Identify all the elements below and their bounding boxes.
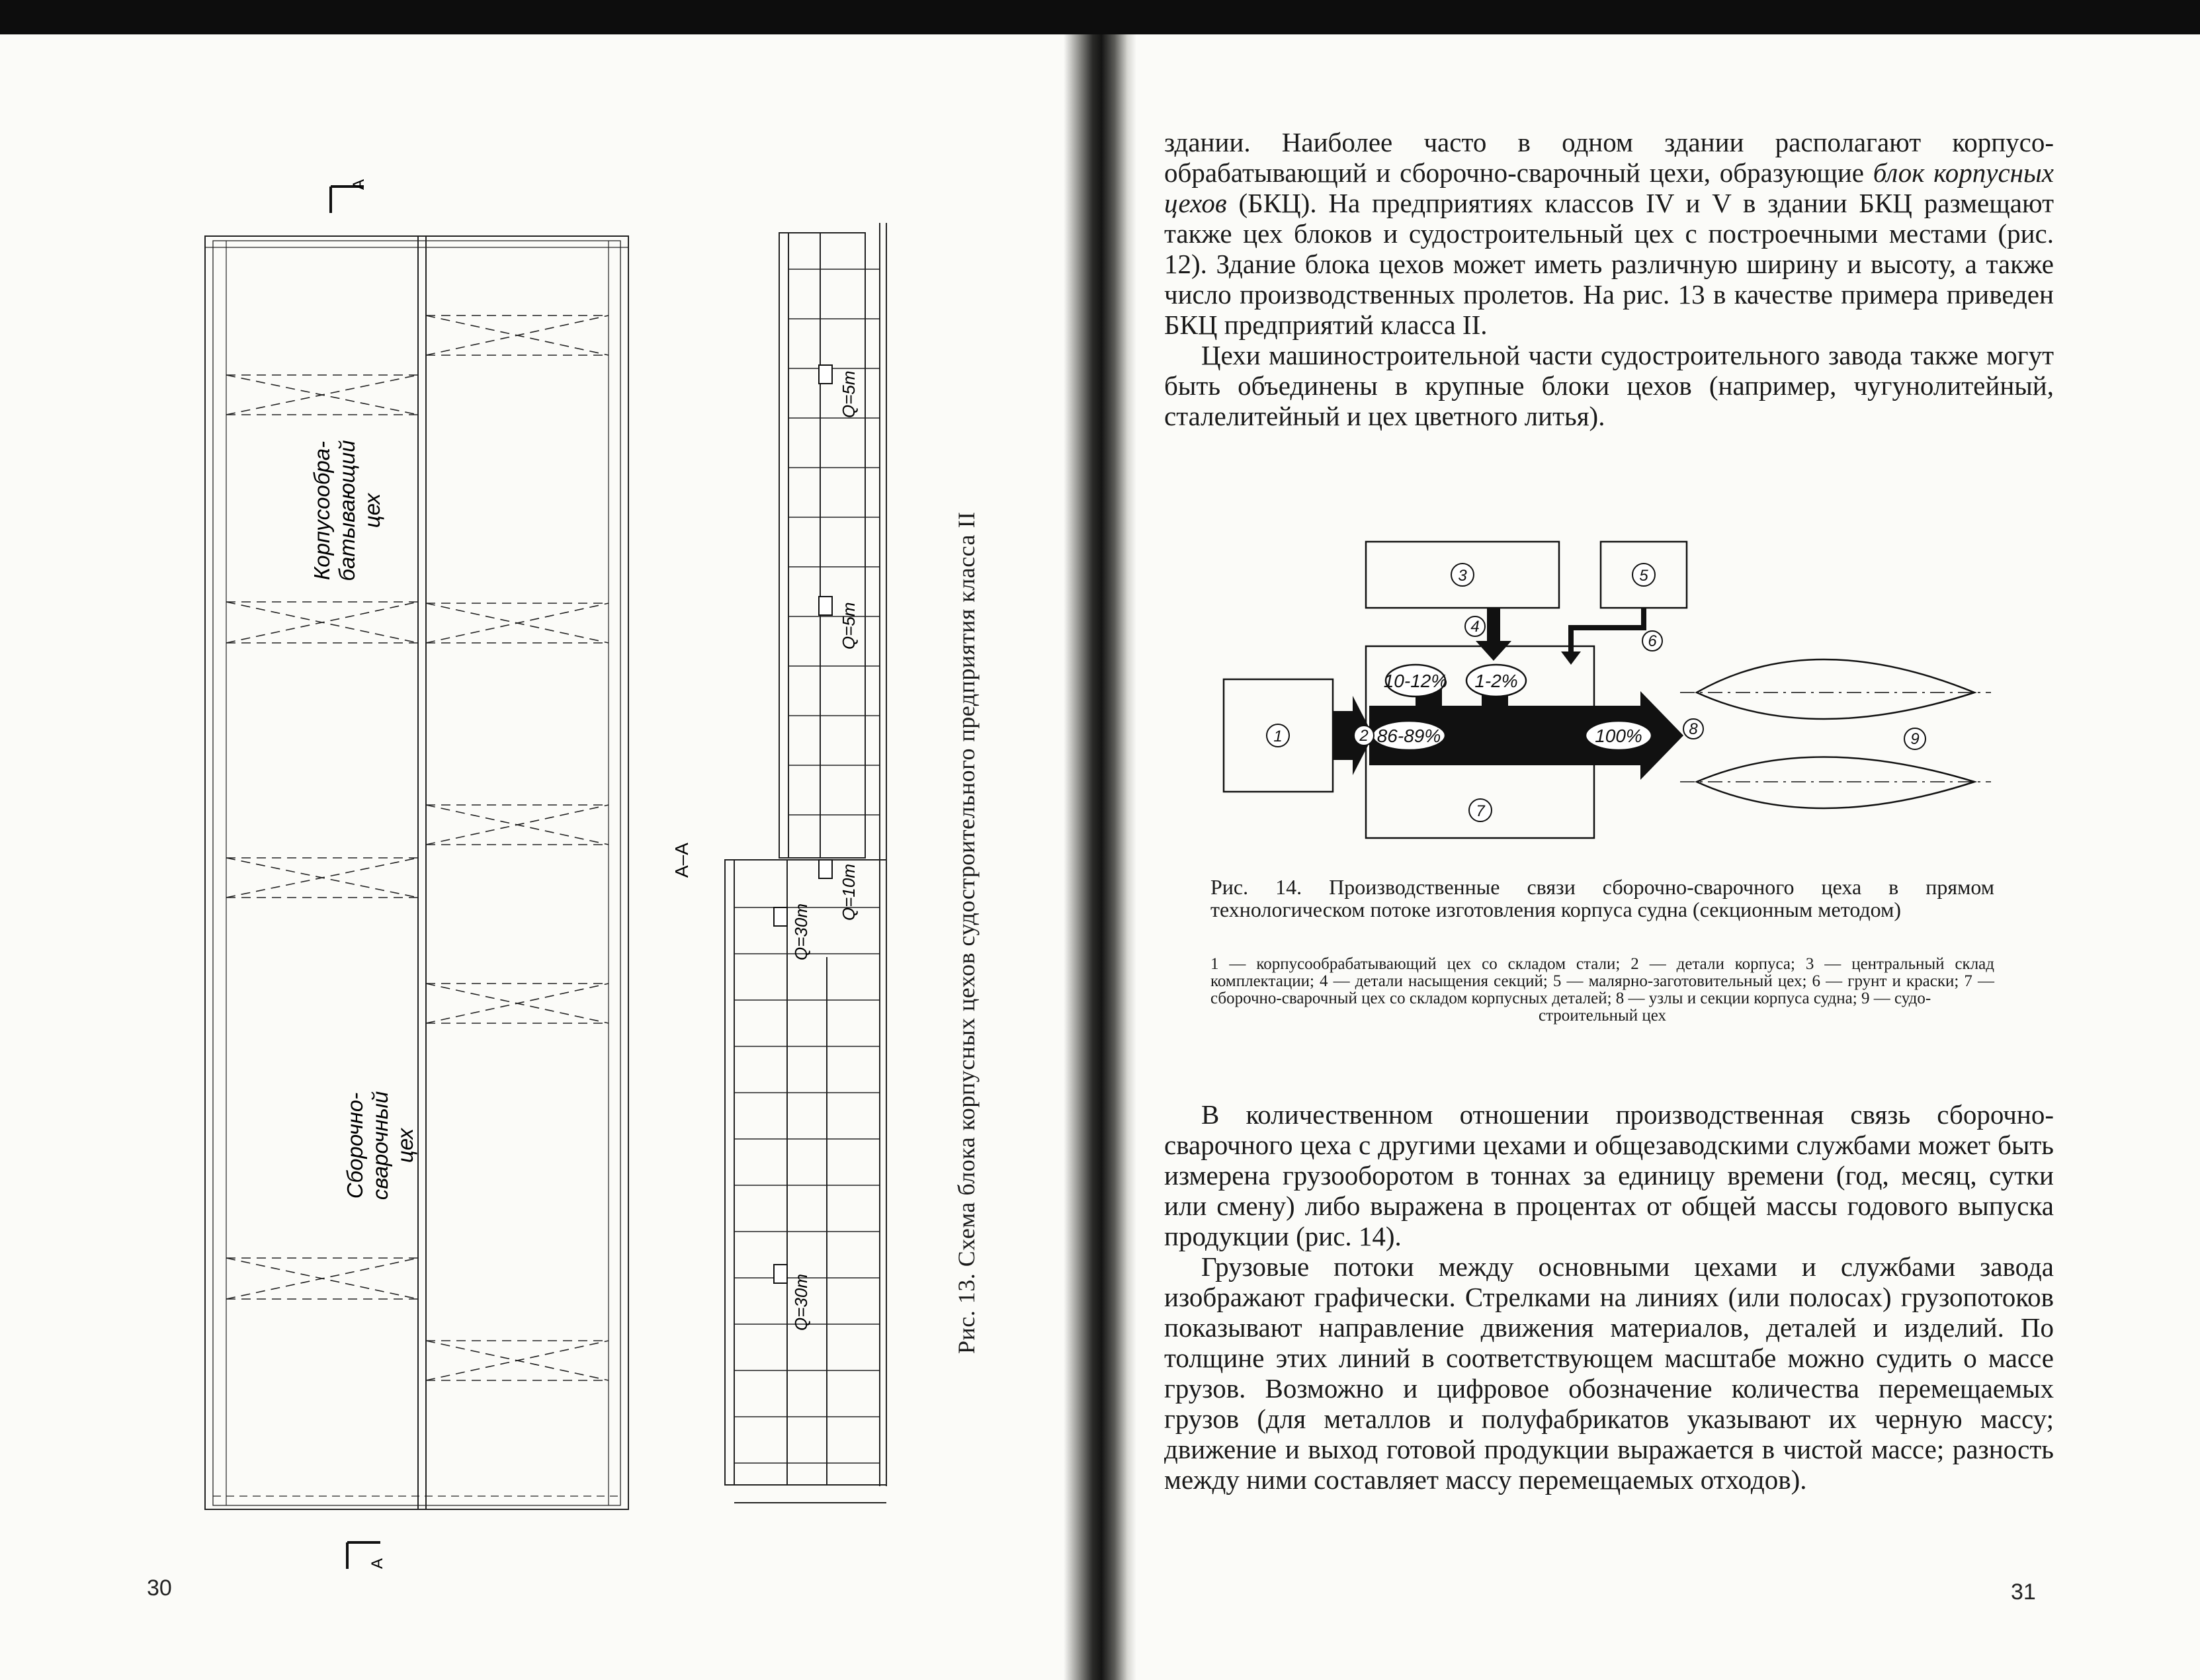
section-label: А–А: [671, 843, 692, 878]
label-6: 6: [1648, 632, 1657, 650]
section-marker-label-top: А: [350, 179, 368, 190]
label-1: 1: [1273, 728, 1283, 745]
crane-label-4: Q=10т: [839, 864, 859, 921]
label-9: 9: [1910, 730, 1920, 748]
paragraph-4: Грузовые потоки между основными цехами и службами завода изображают графически. Стрелками на линиях (или полосах) грузопотоков показывают направление движения материалов, деталей и изделий. По толщине этих линий в соответствующем масштабе можно судить о массе грузов. Возможно и цифровое обозначение количества перемещаемых грузов (для металлов и полуфабрикатов указывают их черную массу; движение и выход готовой продукции выражается в чистой массе; разность между ними составляет массу перемещаемых отходов).: [1164, 1251, 2054, 1495]
page-number-right: 31: [2011, 1579, 2036, 1605]
crane-label-2: Q=5т: [839, 602, 859, 650]
figure-14-caption-legend: [1210, 956, 1994, 1025]
legend-text-end: строительный цех: [1538, 1007, 1667, 1025]
right-bay-crane-spans: [426, 315, 609, 1380]
pct-1-2: 1-2%: [1474, 671, 1518, 691]
pct-100: 100%: [1595, 726, 1642, 746]
label-7: 7: [1476, 802, 1485, 820]
pct-86-89: 86-89%: [1376, 726, 1441, 746]
left-page: [0, 34, 1085, 1680]
shop-2-line1: Сборочно-: [343, 1092, 367, 1199]
text-top: [1164, 127, 2054, 431]
crane-label-3: Q=30т: [791, 903, 811, 960]
label-4: 4: [1470, 618, 1480, 636]
plan-outline: [205, 236, 628, 1509]
hull-axes: [1680, 693, 1991, 782]
section-frames-upper: [788, 269, 880, 815]
text-bottom: [1164, 1099, 2054, 1495]
pct-10-12: 10-12%: [1383, 671, 1448, 691]
term-bkc: блок корпусных цехов: [1164, 157, 2054, 218]
page-number-left: 30: [147, 1575, 172, 1601]
section-frames-lower: [734, 907, 880, 1463]
label-8: 8: [1689, 720, 1698, 738]
label-5: 5: [1639, 567, 1648, 585]
shop-2-line2: сварочный: [368, 1091, 392, 1200]
paragraph-1: здании. Наиболее часто в одном здании располагают корпусо-обрабатывающий и сборочно-сварочный цехи, образующие блок корпусных цехов (БКЦ). На предприятиях классов IV и V в здании БКЦ размещают также цех блоков и судостроительный цех с построечными местами (рис. 12). Здание блока цехов может иметь различную ширину и высоту, а также число производственных пролетов. На рис. 13 в качестве примера приведен БКЦ предприятий класса II.: [1164, 127, 2054, 340]
label-3: 3: [1458, 567, 1467, 585]
figure-13-drawing: [152, 140, 1045, 1582]
figure-14-diagram: [1217, 527, 2004, 864]
ship-hulls: [1697, 659, 1974, 808]
figure-13-caption: Рис. 13. Схема блока корпусных цехов судостроительного предприятия класса II: [953, 511, 980, 1354]
shop-1-line1: Корпусообра-: [310, 441, 334, 581]
legend-text: 1 — корпусообрабатывающий цех со складом стали; 2 — детали корпуса; 3 — центральный склад комплектации; 4 — детали насыщения секций; 5 — малярно-заготовительный цех; 6 — грунт и краски; 7 — сборочно-сварочный цех со складом корпусных деталей; 8 — узлы и секции корпуса судна; 9 — судо-: [1210, 955, 1994, 1007]
book-gutter: [1064, 34, 1136, 1680]
paragraph-2: Цехи машиностроительной части судостроительного завода также могут быть объединены в крупные блоки цехов (например, чугунолитейный, сталелитейный и цех цветного литья).: [1164, 340, 2054, 431]
shop-1-line3: цех: [360, 493, 384, 528]
crane-symbols: [774, 365, 832, 1283]
section-marker-label-bottom: А: [368, 1558, 386, 1569]
arrow-6-head: [1561, 651, 1581, 665]
crane-label-5: Q=30т: [791, 1274, 811, 1331]
figure-14-caption-title: Рис. 14. Производственные связи сборочно-сварочного цеха в прямом технологическом потоке изготовления корпуса судна (секционным методом): [1210, 875, 1994, 921]
scan-top-border: [0, 0, 2200, 34]
section-marker-top: [331, 187, 364, 213]
crane-label-1: Q=5т: [839, 370, 859, 418]
paragraph-3: В количественном отношении производственная связь сборочно-сварочного цеха с другими цехами и общезаводскими службами может быть измерена грузооборотом в тоннах за единицу времени (год, месяц, сутки или смену) либо выражена в процентах от общей массы годового выпуска продукции (рис. 14).: [1164, 1099, 2054, 1251]
label-2: 2: [1359, 727, 1369, 745]
shop-1-line2: батывающий: [335, 440, 359, 581]
plan-inner-outline: [213, 241, 620, 1505]
shop-2-line3: цех: [393, 1128, 417, 1163]
book-spread: [0, 34, 2200, 1680]
